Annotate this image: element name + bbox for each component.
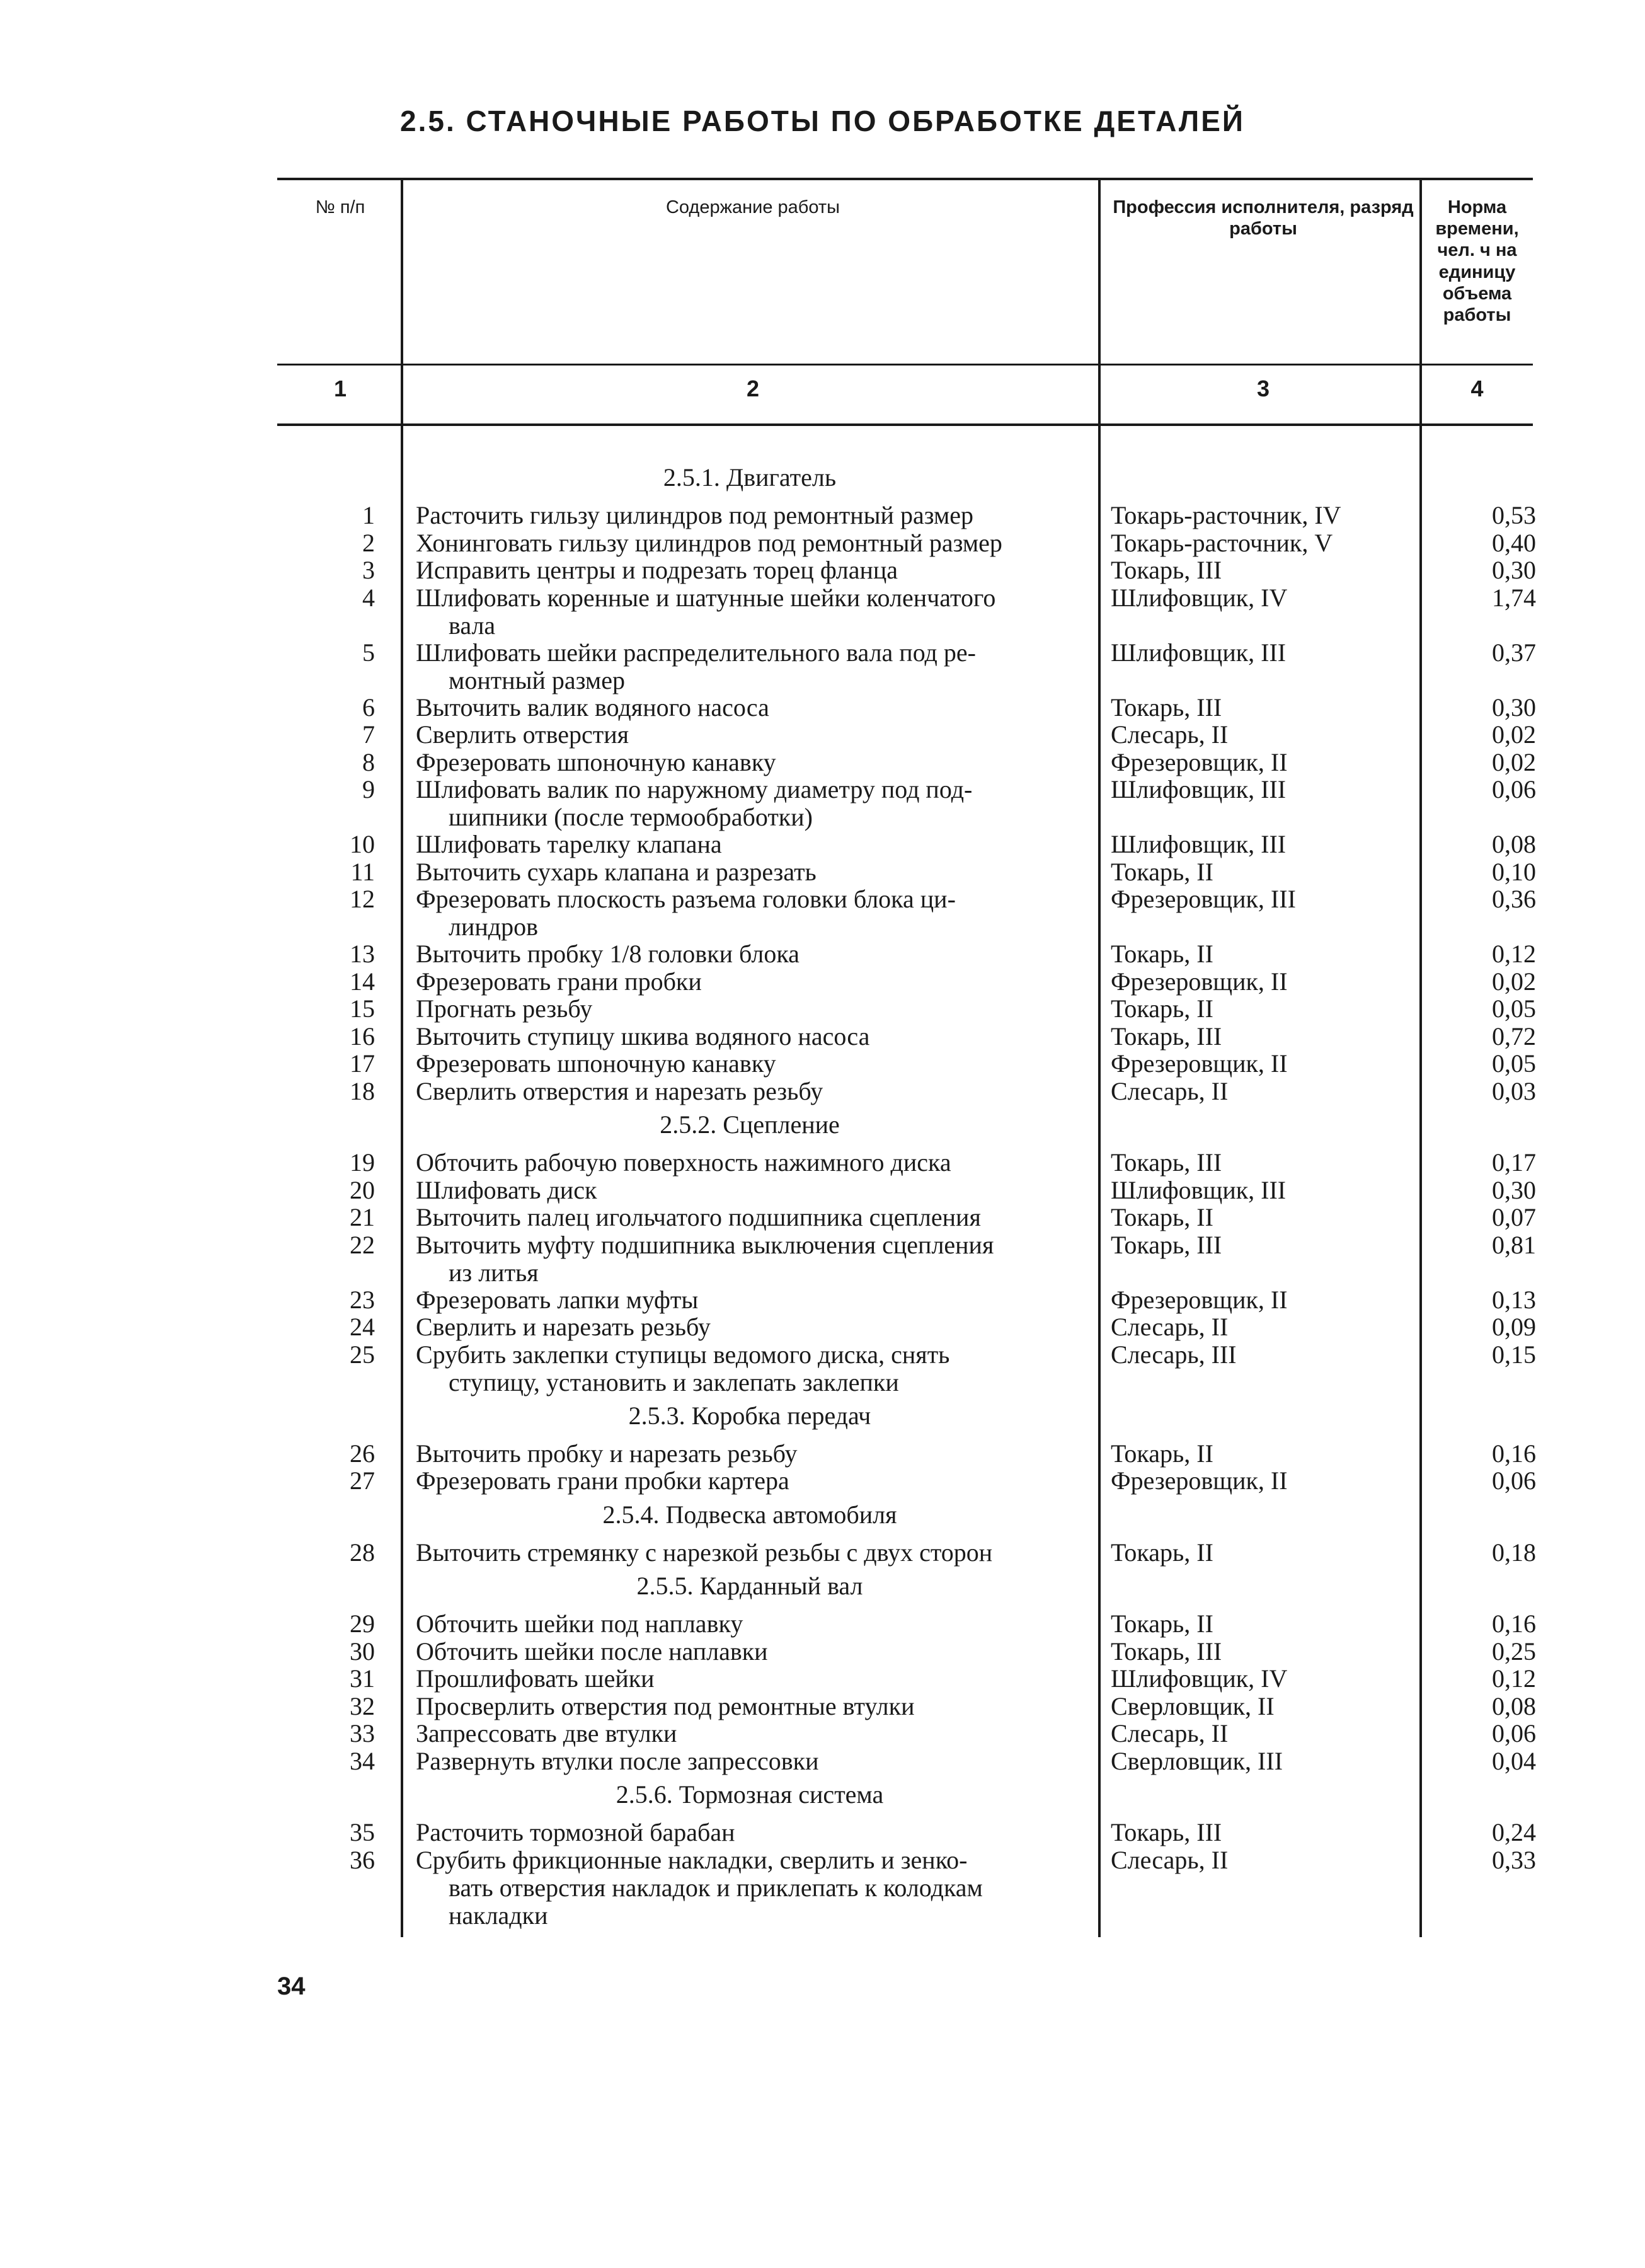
work-description — [416, 1638, 1096, 1666]
work-line: Шлифовать коренные и шатунные шейки коленчатого — [416, 583, 996, 612]
row-number: 3 — [362, 556, 375, 584]
work-description — [416, 1050, 1096, 1078]
profession-grade: Слесарь, II — [1111, 1845, 1229, 1874]
time-norm: 0,24 — [1492, 1818, 1536, 1846]
profession-grade: Токарь, III — [1111, 1818, 1222, 1846]
profession-grade: Токарь-расточник, IV — [1111, 501, 1341, 529]
profession-grade: Токарь, III — [1111, 1637, 1222, 1666]
column-number-3: 3 — [1256, 376, 1270, 401]
section-title: 2.5.1. Двигатель — [663, 463, 837, 492]
time-norm: 0,03 — [1492, 1076, 1536, 1105]
row-number: 32 — [350, 1691, 375, 1720]
work-description — [416, 694, 1096, 722]
work-line: Шлифовать тарелку клапана — [416, 830, 722, 858]
header-norm: Норма времени, чел. ч на единицу объема работы — [1435, 197, 1519, 326]
profession-grade: Фрезеровщик, III — [1111, 885, 1296, 913]
profession-grade: Сверловщик, III — [1111, 1746, 1283, 1775]
work-line: Выточить стремянку с нарезкой резьбы с двух сторон — [416, 1538, 993, 1567]
profession-grade: Токарь, III — [1111, 1148, 1222, 1177]
work-description — [416, 1177, 1096, 1204]
time-norm: 0,05 — [1492, 1049, 1536, 1078]
work-line: Запрессовать две втулки — [416, 1719, 677, 1747]
work-line: Обточить шейки под наплавку — [416, 1609, 743, 1638]
work-line: линдров — [449, 912, 539, 941]
work-description — [416, 1078, 1096, 1105]
row-number: 24 — [350, 1313, 375, 1341]
row-number: 13 — [350, 940, 375, 968]
work-line: Сверлить и нарезать резьбу — [416, 1313, 711, 1341]
work-line: Фрезеровать шпоночную канавку — [416, 747, 776, 776]
work-description — [416, 995, 1096, 1023]
row-number: 15 — [350, 994, 375, 1023]
work-line: Шлифовать диск — [416, 1175, 597, 1204]
time-norm: 0,15 — [1492, 1340, 1536, 1369]
profession-grade: Фрезеровщик, II — [1111, 1285, 1288, 1314]
profession-grade: Слесарь, III — [1111, 1340, 1237, 1369]
work-description — [416, 858, 1096, 886]
time-norm: 0,16 — [1492, 1609, 1536, 1638]
time-norm: 0,17 — [1492, 1148, 1536, 1177]
work-line: Выточить муфту подшипника выключения сцепления — [416, 1230, 994, 1259]
row-number: 7 — [362, 720, 375, 749]
time-norm: 0,30 — [1492, 556, 1536, 584]
time-norm: 0,06 — [1492, 1719, 1536, 1747]
work-description — [416, 1610, 1096, 1638]
work-description — [416, 940, 1096, 968]
profession-grade: Слесарь, II — [1111, 1719, 1229, 1747]
row-number: 20 — [350, 1175, 375, 1204]
profession-grade: Слесарь, II — [1111, 1313, 1229, 1341]
profession-grade: Токарь, III — [1111, 693, 1222, 722]
work-line: из литья — [449, 1258, 539, 1287]
work-line: Прошлифовать шейки — [416, 1664, 655, 1693]
work-description — [416, 1231, 1096, 1287]
work-line: Фрезеровать грани пробки — [416, 967, 702, 996]
work-description — [416, 1539, 1096, 1567]
work-description — [416, 885, 1096, 941]
profession-grade: Шлифовщик, III — [1111, 638, 1287, 667]
row-number: 36 — [350, 1845, 375, 1874]
time-norm: 0,53 — [1492, 501, 1536, 529]
work-description — [416, 968, 1096, 996]
page-number: 34 — [277, 1972, 306, 2000]
work-line: Сверлить отверстия — [416, 720, 629, 749]
profession-grade: Шлифовщик, III — [1111, 775, 1287, 803]
header-num: № п/п — [315, 197, 365, 217]
work-line: Выточить палец игольчатого подшипника сцепления — [416, 1203, 981, 1231]
work-description — [416, 529, 1096, 557]
work-description — [416, 1023, 1096, 1051]
work-description — [416, 639, 1096, 694]
time-norm: 0,16 — [1492, 1439, 1536, 1468]
time-norm: 0,06 — [1492, 1466, 1536, 1495]
profession-grade: Шлифовщик, III — [1111, 830, 1287, 858]
time-norm: 0,40 — [1492, 528, 1536, 557]
profession-grade: Шлифовщик, III — [1111, 1175, 1287, 1204]
profession-grade: Слесарь, II — [1111, 720, 1229, 749]
work-description — [416, 1693, 1096, 1720]
work-line: Сверлить отверстия и нарезать резьбу — [416, 1076, 823, 1105]
header-profession: Профессия исполнителя, разряд работы — [1113, 197, 1414, 239]
work-line: Шлифовать валик по наружному диаметру под под- — [416, 775, 973, 803]
work-line: Просверлить отверстия под ремонтные втулки — [416, 1691, 915, 1720]
time-norm: 0,37 — [1492, 638, 1536, 667]
row-number: 1 — [362, 501, 375, 529]
profession-grade: Токарь-расточник, V — [1111, 528, 1333, 557]
column-number-4: 4 — [1470, 376, 1484, 401]
time-norm: 0,05 — [1492, 994, 1536, 1023]
work-line: Выточить валик водяного насоса — [416, 693, 769, 722]
work-description — [416, 776, 1096, 831]
section-title: 2.5.4. Подвеска автомобиля — [602, 1500, 897, 1529]
work-description — [416, 502, 1096, 529]
header-work: Содержание работы — [665, 197, 840, 217]
time-norm: 0,04 — [1492, 1746, 1536, 1775]
row-number: 8 — [362, 747, 375, 776]
work-line: Обточить шейки после наплавки — [416, 1637, 768, 1666]
row-number: 16 — [350, 1022, 375, 1051]
work-line: Срубить заклепки ступицы ведомого диска, снять — [416, 1340, 950, 1369]
profession-grade: Шлифовщик, IV — [1111, 583, 1288, 612]
work-line: монтный размер — [449, 665, 625, 694]
column-number-1: 1 — [333, 376, 347, 401]
work-line: Прогнать резьбу — [416, 994, 593, 1023]
section-title: 2.5.5. Карданный вал — [636, 1572, 863, 1600]
section-title: 2.5.2. Сцепление — [660, 1110, 840, 1139]
row-number: 14 — [350, 967, 375, 996]
work-line: Расточить гильзу цилиндров под ремонтный размер — [416, 501, 974, 529]
row-number: 4 — [362, 583, 375, 612]
work-description — [416, 584, 1096, 640]
row-number: 12 — [350, 885, 375, 913]
work-line: шипники (после термообработки) — [449, 803, 813, 831]
work-description — [416, 1286, 1096, 1314]
row-number: 2 — [362, 528, 375, 557]
work-description — [416, 1313, 1096, 1341]
work-line: Шлифовать шейки распределительного вала под ре- — [416, 638, 976, 667]
profession-grade: Токарь, II — [1111, 1439, 1213, 1468]
time-norm: 0,30 — [1492, 1175, 1536, 1204]
row-number: 17 — [350, 1049, 375, 1078]
row-number: 11 — [350, 857, 375, 886]
work-line: Исправить центры и подрезать торец фланца — [416, 556, 898, 584]
time-norm: 1,74 — [1492, 583, 1536, 612]
profession-grade: Токарь, II — [1111, 994, 1213, 1023]
work-line: Фрезеровать плоскость разъема головки блока ци- — [416, 885, 956, 913]
profession-grade: Фрезеровщик, II — [1111, 1466, 1288, 1495]
profession-grade: Шлифовщик, IV — [1111, 1664, 1288, 1693]
row-number: 21 — [350, 1203, 375, 1231]
work-description — [416, 1440, 1096, 1468]
time-norm: 0,12 — [1492, 1664, 1536, 1693]
work-line: Фрезеровать шпоночную канавку — [416, 1049, 776, 1078]
row-number: 19 — [350, 1148, 375, 1177]
row-number: 18 — [350, 1076, 375, 1105]
profession-grade: Слесарь, II — [1111, 1076, 1229, 1105]
row-number: 30 — [350, 1637, 375, 1666]
row-number: 28 — [350, 1538, 375, 1567]
row-number: 27 — [350, 1466, 375, 1495]
profession-grade: Фрезеровщик, II — [1111, 967, 1288, 996]
time-norm: 0,09 — [1492, 1313, 1536, 1341]
work-description — [416, 1846, 1096, 1930]
time-norm: 0,33 — [1492, 1845, 1536, 1874]
work-line: вать отверстия накладок и приклепать к колодкам — [449, 1873, 983, 1902]
work-description — [416, 1204, 1096, 1231]
work-description — [416, 1467, 1096, 1495]
time-norm: 0,07 — [1492, 1203, 1536, 1231]
profession-grade: Сверловщик, II — [1111, 1691, 1275, 1720]
profession-grade: Токарь, II — [1111, 1609, 1213, 1638]
row-number: 31 — [350, 1664, 375, 1693]
work-description — [416, 1819, 1096, 1846]
profession-grade: Токарь, II — [1111, 1538, 1213, 1567]
time-norm: 0,18 — [1492, 1538, 1536, 1567]
time-norm: 0,10 — [1492, 857, 1536, 886]
work-line: Срубить фрикционные накладки, сверлить и зенко- — [416, 1845, 968, 1874]
profession-grade: Токарь, III — [1111, 1230, 1222, 1259]
work-line: Выточить пробку и нарезать резьбу — [416, 1439, 798, 1468]
page-title: 2.5. СТАНОЧНЫЕ РАБОТЫ ПО ОБРАБОТКЕ ДЕТАЛЕЙ — [400, 105, 1245, 137]
time-norm: 0,08 — [1492, 1691, 1536, 1720]
work-description — [416, 1747, 1096, 1775]
work-description — [416, 1149, 1096, 1177]
profession-grade: Токарь, III — [1111, 1022, 1222, 1051]
section-title: 2.5.3. Коробка передач — [628, 1401, 871, 1430]
profession-grade: Токарь, II — [1111, 940, 1213, 968]
work-line: вала — [449, 611, 496, 640]
work-line: Фрезеровать грани пробки картера — [416, 1466, 789, 1495]
row-number: 23 — [350, 1285, 375, 1314]
profession-grade: Фрезеровщик, II — [1111, 1049, 1288, 1078]
time-norm: 0,13 — [1492, 1285, 1536, 1314]
work-description — [416, 1341, 1096, 1396]
work-line: Развернуть втулки после запрессовки — [416, 1746, 819, 1775]
time-norm: 0,02 — [1492, 747, 1536, 776]
work-line: Расточить тормозной барабан — [416, 1818, 735, 1846]
work-description — [416, 1665, 1096, 1693]
row-number: 5 — [362, 638, 375, 667]
work-line: Фрезеровать лапки муфты — [416, 1285, 699, 1314]
time-norm: 0,02 — [1492, 720, 1536, 749]
profession-grade: Токарь, III — [1111, 556, 1222, 584]
time-norm: 0,36 — [1492, 885, 1536, 913]
work-line: Выточить ступицу шкива водяного насоса — [416, 1022, 870, 1051]
work-description — [416, 831, 1096, 858]
work-line: Хонинговать гильзу цилиндров под ремонтный размер — [416, 528, 1002, 557]
row-number: 26 — [350, 1439, 375, 1468]
time-norm: 0,72 — [1492, 1022, 1536, 1051]
work-description — [416, 749, 1096, 776]
time-norm: 0,81 — [1492, 1230, 1536, 1259]
work-line: Выточить сухарь клапана и разрезать — [416, 857, 817, 886]
work-description — [416, 721, 1096, 749]
work-line: накладки — [449, 1901, 548, 1930]
row-number: 34 — [350, 1746, 375, 1775]
time-norm: 0,06 — [1492, 775, 1536, 803]
row-number: 29 — [350, 1609, 375, 1638]
time-norm: 0,02 — [1492, 967, 1536, 996]
profession-grade: Токарь, II — [1111, 1203, 1213, 1231]
work-description — [416, 556, 1096, 584]
row-number: 25 — [350, 1340, 375, 1369]
section-title: 2.5.6. Тормозная система — [616, 1780, 884, 1809]
time-norm: 0,12 — [1492, 940, 1536, 968]
time-norm: 0,25 — [1492, 1637, 1536, 1666]
work-line: ступицу, установить и заклепать заклепки — [449, 1367, 899, 1396]
time-norm: 0,08 — [1492, 830, 1536, 858]
work-description — [416, 1720, 1096, 1747]
row-number: 9 — [362, 775, 375, 803]
time-norm: 0,30 — [1492, 693, 1536, 722]
profession-grade: Токарь, II — [1111, 857, 1213, 886]
row-number: 10 — [350, 830, 375, 858]
work-line: Обточить рабочую поверхность нажимного диска — [416, 1148, 951, 1177]
row-number: 33 — [350, 1719, 375, 1747]
row-number: 6 — [362, 693, 375, 722]
work-line: Выточить пробку 1/8 головки блока — [416, 940, 800, 968]
column-number-2: 2 — [746, 376, 760, 401]
row-number: 22 — [350, 1230, 375, 1259]
profession-grade: Фрезеровщик, II — [1111, 747, 1288, 776]
row-number: 35 — [350, 1818, 375, 1846]
